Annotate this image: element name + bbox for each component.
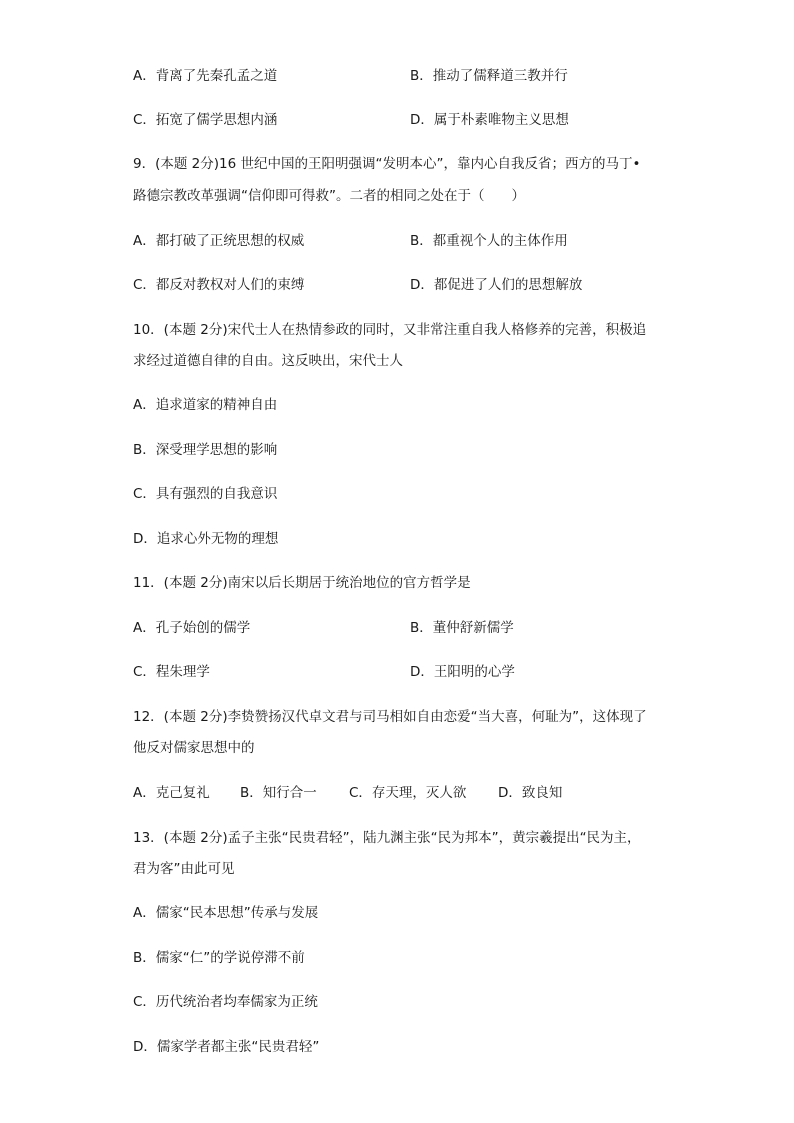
q11-stem-line1: 11．(本题 2分)南宋以后长期居于统治地位的官方哲学是 xyxy=(133,575,471,591)
q13-option-d: D．儒家学者都主张“民贵君轻” xyxy=(133,1039,320,1055)
q13-option-b: B．儒家“仁”的学说停滞不前 xyxy=(133,950,305,966)
q12-stem-line1: 12．(本题 2分)李贽赞扬汉代卓文君与司马相如自由恋爱“当大喜，何耻为”，这体现了 xyxy=(133,709,647,725)
q10-option-d: D．追求心外无物的理想 xyxy=(133,531,279,547)
q9-stem-line1: 9．(本题 2分)16 世纪中国的王阳明强调“发明本心”，靠内心自我反省；西方的马丁• xyxy=(133,156,641,172)
q12-stem-line2: 他反对儒家思想中的 xyxy=(133,740,255,756)
q12-option-b: B．知行合一 xyxy=(240,785,317,801)
q11-option-b: B．董仲舒新儒学 xyxy=(410,620,514,636)
q11-option-d: D．王阳明的心学 xyxy=(410,664,515,680)
q10-stem-line2: 求经过道德自律的自由。这反映出，宋代士人 xyxy=(133,353,403,369)
q11-option-a: A．孔子始创的儒学 xyxy=(133,620,251,636)
q9-option-d: D．都促进了人们的思想解放 xyxy=(410,277,583,293)
q13-stem-line2: 君为客”由此可见 xyxy=(133,861,235,877)
q10-option-c: C．具有强烈的自我意识 xyxy=(133,486,278,502)
q9-option-b: B．都重视个人的主体作用 xyxy=(410,233,568,249)
q13-stem-line1: 13．(本题 2分)孟子主张“民贵君轻”，陆九渊主张“民为邦本”，黄宗羲提出“民为主， xyxy=(133,830,641,846)
q13-option-c: C．历代统治者均奉儒家为正统 xyxy=(133,994,318,1010)
q12-option-a: A．克己复礼 xyxy=(133,785,210,801)
q13-option-a: A．儒家“民本思想”传承与发展 xyxy=(133,905,319,921)
q10-stem-line1: 10．(本题 2分)宋代士人在热情参政的同时，又非常注重自我人格修养的完善，积极追 xyxy=(133,322,647,338)
q10-option-a: A．追求道家的精神自由 xyxy=(133,397,278,413)
q11-option-c: C．程朱理学 xyxy=(133,664,210,680)
q9-stem-line2: 路德宗教改革强调“信仰即可得救”。二者的相同之处在于（ ） xyxy=(133,188,525,204)
q8-option-d: D．属于朴素唯物主义思想 xyxy=(410,112,569,128)
q8-option-a: A．背离了先秦孔孟之道 xyxy=(133,68,278,84)
q12-option-d: D．致良知 xyxy=(498,785,563,801)
q9-option-c: C．都反对教权对人们的束缚 xyxy=(133,277,305,293)
q8-option-b: B．推动了儒释道三教并行 xyxy=(410,68,568,84)
q12-option-c: C．存天理，灭人欲 xyxy=(349,785,467,801)
q8-option-c: C．拓宽了儒学思想内涵 xyxy=(133,112,278,128)
q9-option-a: A．都打破了正统思想的权威 xyxy=(133,233,305,249)
q10-option-b: B．深受理学思想的影响 xyxy=(133,442,278,458)
